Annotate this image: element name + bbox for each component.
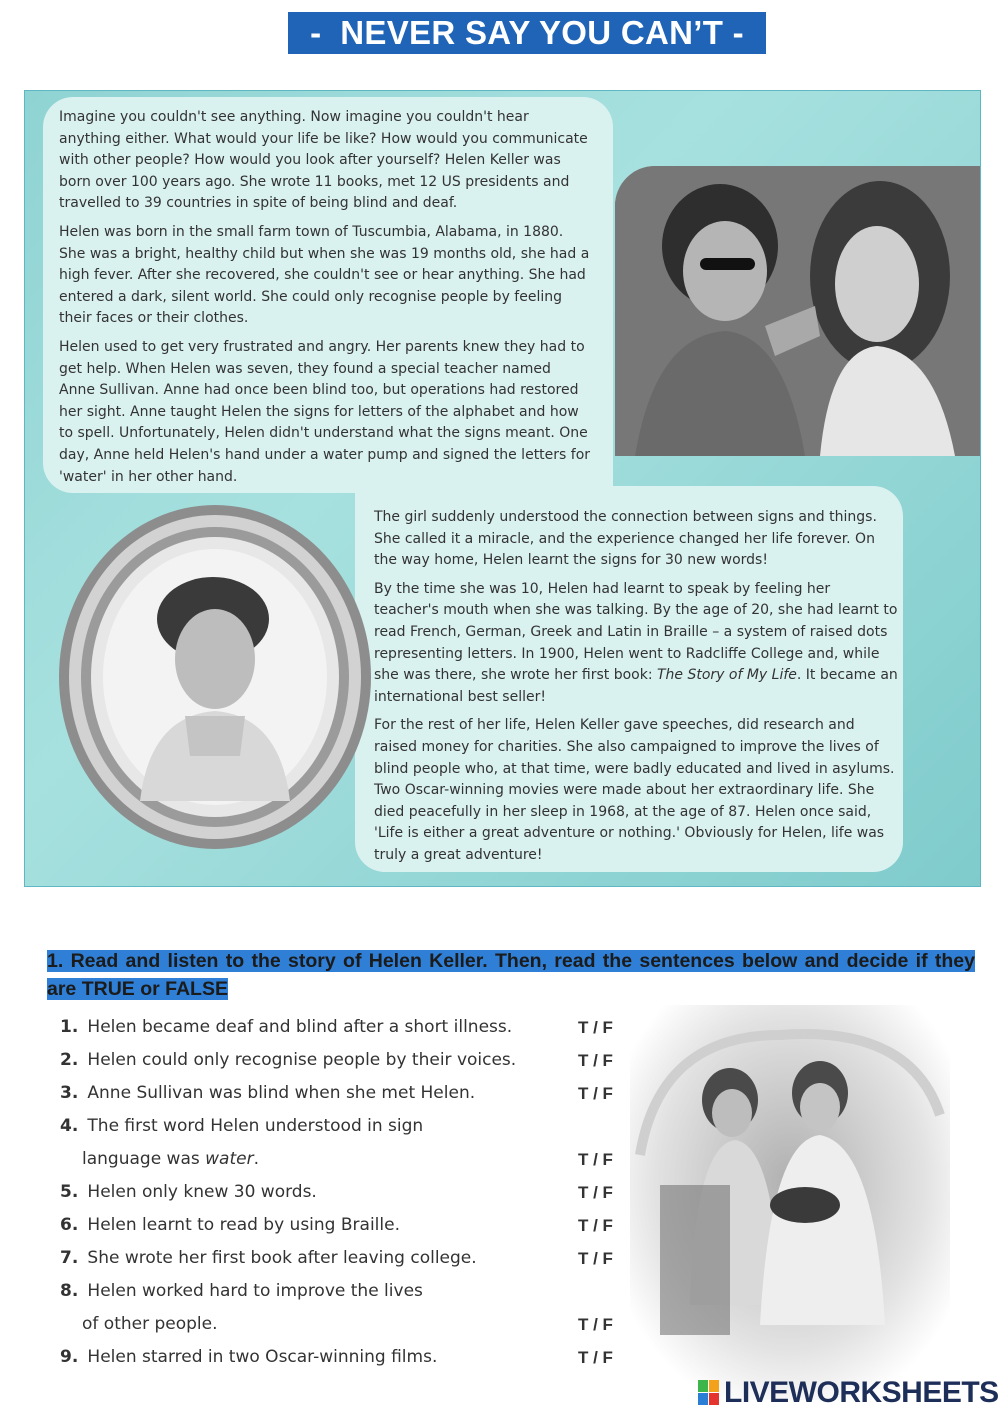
question-8 <box>60 1281 423 1301</box>
question-text: of other people. <box>82 1314 218 1334</box>
story-paragraph: Helen was born in the small farm town of Tuscumbia, Alabama, in 1880. She was a bright, healthy child but when she was 19 months old, she had a high fever. After she recovered, she couldn't see or hear anything. She had entered a dark, silent world. She could only recognise people by feeling their faces or their clothes. <box>59 223 590 327</box>
question-text: Helen starred in two Oscar-winning films. <box>87 1347 438 1367</box>
question-number: 7. <box>60 1248 79 1268</box>
book-title: The Story of My Life <box>656 667 797 684</box>
question-9 <box>60 1347 437 1367</box>
question-text: Helen only knew 30 words. <box>87 1182 317 1202</box>
tf-answer-4[interactable]: T / F <box>578 1150 613 1169</box>
story-panel <box>24 90 981 887</box>
question-1 <box>60 1017 512 1037</box>
story-paragraph: Imagine you couldn't see anything. Now imagine you couldn't hear anything either. What would your life be like? How would you communicate with other people? How would you look after yourself? Helen Keller was born over 100 years ago. She wrote 11 books, met 12 US presidents and travelled to 39 countries in spite of being blind and deaf. <box>59 109 588 212</box>
question-text: Helen learnt to read by using Braille. <box>87 1215 400 1235</box>
tf-answer-3[interactable]: T / F <box>578 1084 613 1103</box>
tf-answer-1[interactable]: T / F <box>578 1018 613 1037</box>
question-number: 4. <box>60 1116 79 1136</box>
photo-helen-and-teacher <box>630 1005 950 1400</box>
tf-answer-5[interactable]: T / F <box>578 1183 613 1202</box>
story-text: . It became an international best seller! <box>374 667 898 705</box>
question-text: She wrote her first book after leaving college. <box>87 1248 477 1268</box>
tf-answer-6[interactable]: T / F <box>578 1216 613 1235</box>
question-number: 6. <box>60 1215 79 1235</box>
story-column-bottom <box>374 507 899 874</box>
tf-answer-2[interactable]: T / F <box>578 1051 613 1070</box>
helen-portrait-frame <box>55 501 375 853</box>
question-number: 8. <box>60 1281 79 1301</box>
question-number: 1. <box>60 1017 79 1037</box>
question-text: The first word Helen understood in sign <box>87 1116 424 1136</box>
question-number: 2. <box>60 1050 79 1070</box>
exercise-heading-text: 1. Read and listen to the story of Helen Keller. Then, read the sentences below and decide if they are TRUE or FALSE <box>47 950 975 1000</box>
tf-answer-9[interactable]: T / F <box>578 1348 613 1367</box>
question-number: 3. <box>60 1083 79 1103</box>
page-title: - NEVER SAY YOU CAN’T - <box>288 12 766 54</box>
photo-anne-and-helen <box>615 166 980 456</box>
question-text: Helen became deaf and blind after a short illness. <box>87 1017 513 1037</box>
question-5 <box>60 1182 317 1202</box>
question-text: language was <box>82 1149 206 1169</box>
story-paragraph <box>374 579 899 709</box>
story-text: By the time she was 10, Helen had learnt to speak by feeling her teacher's mouth when she was talking. By the age of 20, she had learnt to read French, German, Greek and Latin in Braille – a system of raised dots representing letters. In 1900, Helen went to Radcliffe College and, while she was there, she wrote her first book: <box>374 580 898 684</box>
liveworksheets-logo-icon <box>698 1380 720 1406</box>
story-paragraph: Helen used to get very frustrated and angry. Her parents knew they had to get help. When Helen was seven, they found a special teacher named Anne Sullivan. Anne had once been blind too, but operations had restored her sight. Anne taught Helen the signs for letters of the alphabet and how to spell. Unfortunately, Helen didn't understand what the signs meant. One day, Anne held Helen's hand under a water pump and signed the letters for 'water' in her other hand. <box>59 338 591 485</box>
story-paragraph: The girl suddenly understood the connection between signs and things. She called it a miracle, and the experience changed her life forever. On the way home, Helen learnt the signs for 30 new words! <box>374 509 877 569</box>
story-column-top <box>59 107 591 495</box>
question-7 <box>60 1248 477 1268</box>
story-paragraph: For the rest of her life, Helen Keller gave speeches, did research and raised money for charities. She also campaigned to improve the lives of blind people who, at that time, were badly educated and lived in asylums. Two Oscar-winning movies were made about her extraordinary life. She died peacefully in her sleep in 1968, at the age of 87. Helen once said, 'Life is either a great adventure or nothing.' Obviously for Helen, life was truly a great adventure! <box>374 717 895 863</box>
question-4-continued <box>82 1149 259 1169</box>
question-4 <box>60 1116 423 1136</box>
question-text: Helen worked hard to improve the lives <box>87 1281 423 1301</box>
exercise-heading <box>47 947 975 1003</box>
question-8-continued <box>82 1314 218 1334</box>
question-3 <box>60 1083 475 1103</box>
tf-answer-7[interactable]: T / F <box>578 1249 613 1268</box>
question-number: 9. <box>60 1347 79 1367</box>
question-text: Helen could only recognise people by their voices. <box>87 1050 517 1070</box>
question-text: . <box>253 1149 259 1169</box>
tf-answer-8[interactable]: T / F <box>578 1315 613 1334</box>
liveworksheets-watermark: LIVEWORKSHEETS <box>724 1376 999 1409</box>
question-text: Anne Sullivan was blind when she met Helen. <box>87 1083 476 1103</box>
question-6 <box>60 1215 400 1235</box>
question-2 <box>60 1050 516 1070</box>
question-number: 5. <box>60 1182 79 1202</box>
question-text-italic: water <box>205 1149 254 1169</box>
